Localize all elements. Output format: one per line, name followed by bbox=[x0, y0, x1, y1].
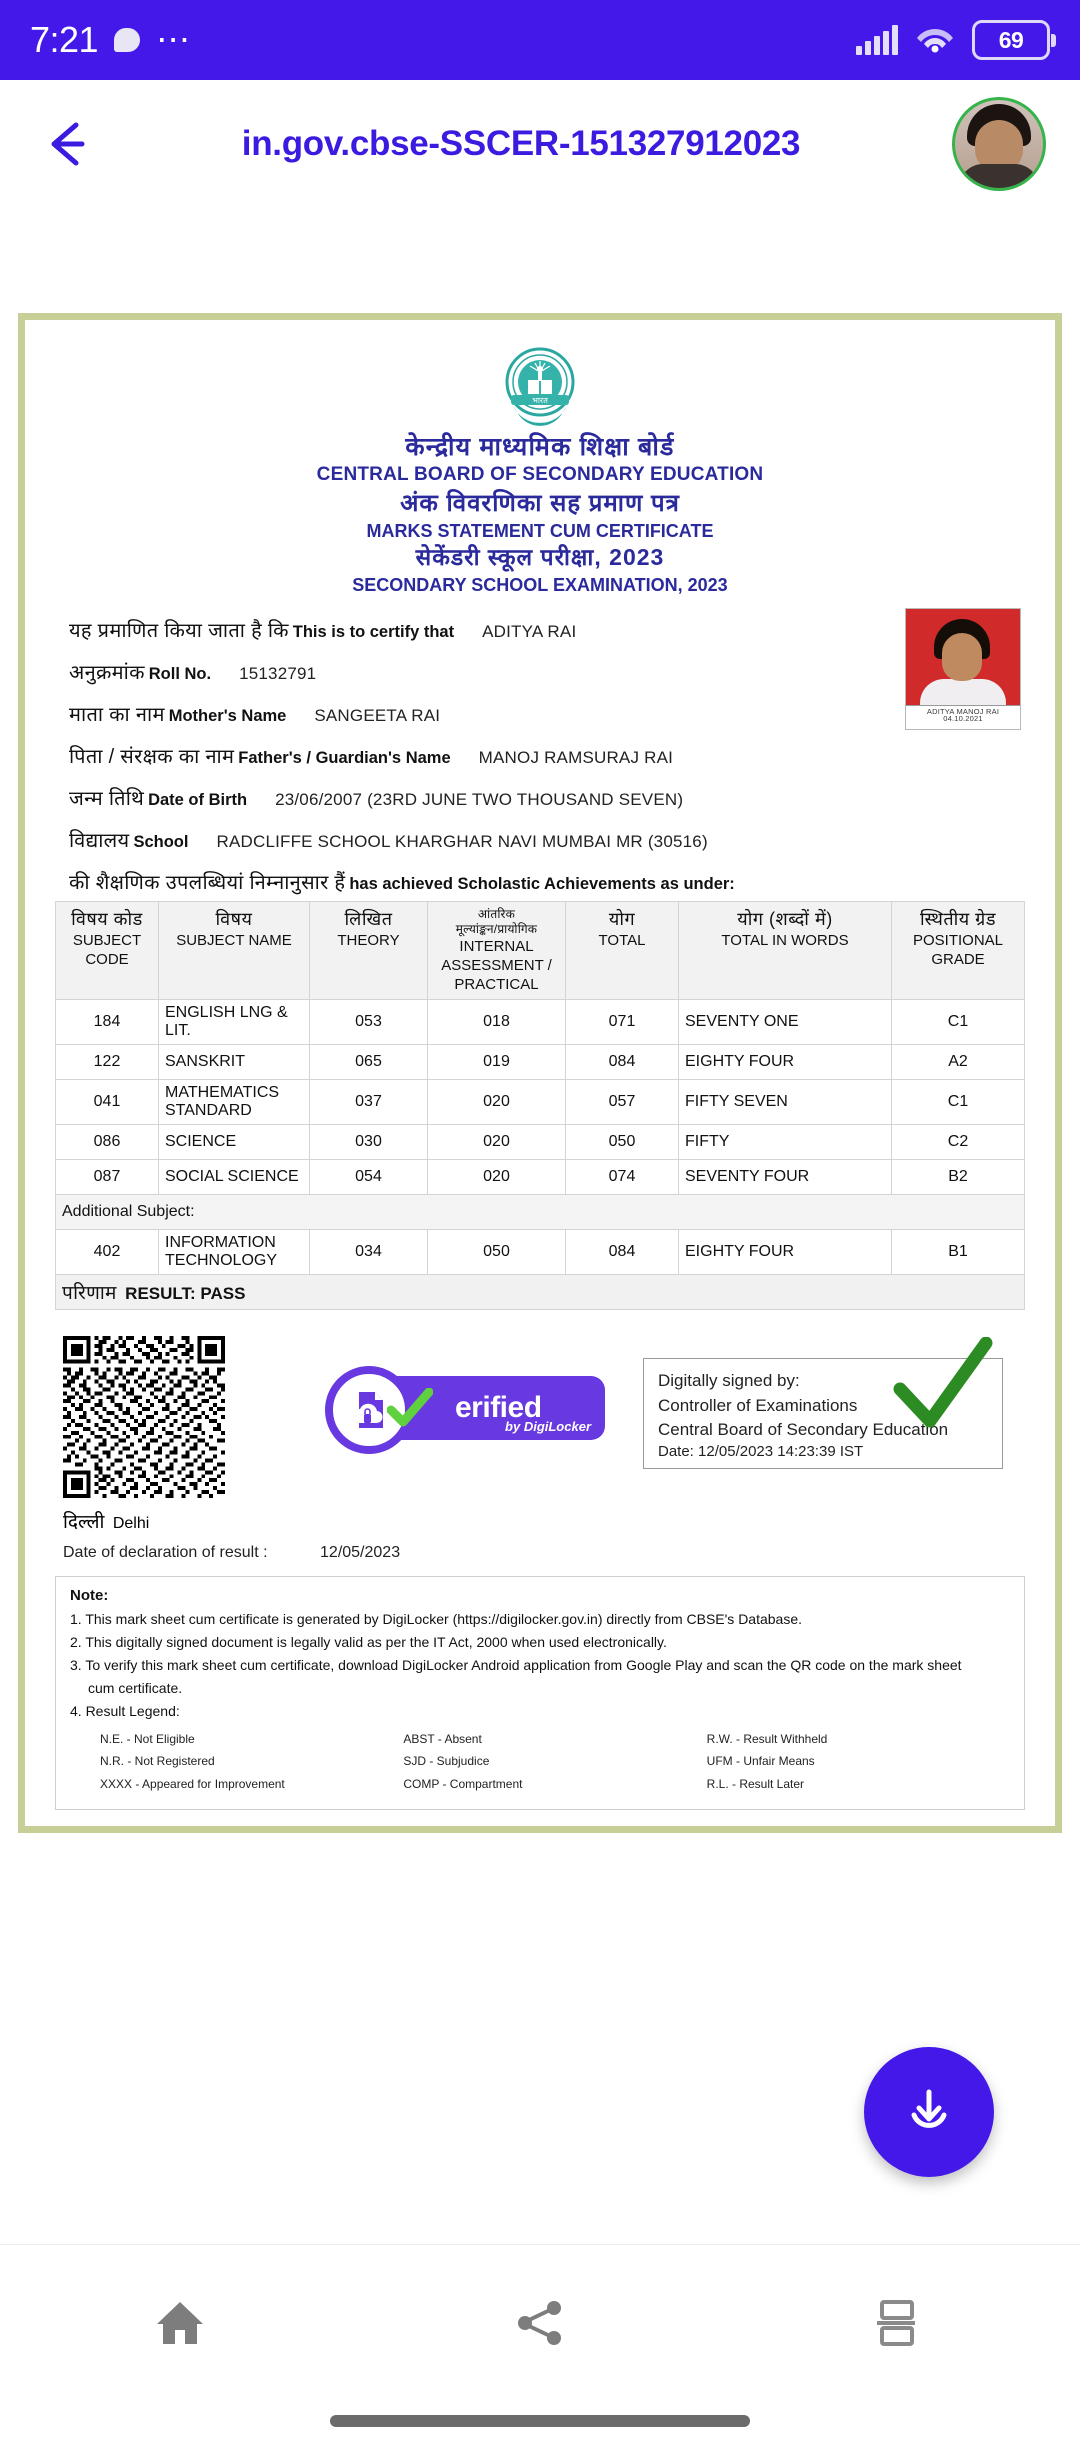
cell-total: 071 bbox=[566, 1000, 679, 1045]
place-hindi: दिल्ली bbox=[63, 1512, 105, 1534]
table-row bbox=[56, 1125, 1025, 1160]
note-item-cont: cum certificate. bbox=[88, 1680, 183, 1697]
detail-value-father-name: MANOJ RAMSURAJ RAI bbox=[478, 747, 674, 767]
nav-home[interactable] bbox=[0, 2294, 360, 2357]
col-positional-grade: स्थितीय ग्रेड POSITIONAL GRADE bbox=[892, 901, 1025, 1000]
cell-code: 122 bbox=[56, 1045, 159, 1080]
legend-entry: COMP - Compartment bbox=[403, 1776, 523, 1791]
digilocker-verified-badge bbox=[325, 1366, 605, 1450]
bottom-navigation bbox=[0, 2244, 1080, 2405]
result-legend bbox=[70, 1728, 1010, 1795]
signature-line-2: Controller of Examinations bbox=[658, 1395, 858, 1415]
cell-code: 402 bbox=[56, 1230, 159, 1275]
table-row bbox=[56, 1160, 1025, 1195]
cell-words: FIFTY SEVEN bbox=[679, 1080, 892, 1125]
avatar-body bbox=[959, 164, 1039, 188]
marks-table-head bbox=[56, 901, 1025, 1000]
cell-theory: 037 bbox=[310, 1080, 428, 1125]
cell-internal: 018 bbox=[428, 1000, 566, 1045]
doc-title-english: MARKS STATEMENT CUM CERTIFICATE bbox=[366, 521, 714, 542]
table-row bbox=[56, 1230, 1025, 1275]
cell-code: 087 bbox=[56, 1160, 159, 1195]
signature-line-3: Central Board of Secondary Education bbox=[658, 1420, 949, 1440]
detail-row-father bbox=[69, 742, 1025, 769]
nav-share[interactable] bbox=[360, 2294, 720, 2357]
doc-title-hindi: अंक विवरणिका सह प्रमाण पत्र bbox=[400, 489, 680, 517]
document-scroll-area[interactable] bbox=[0, 208, 1080, 2244]
exam-name-english: SECONDARY SCHOOL EXAMINATION, 2023 bbox=[352, 575, 728, 596]
cell-total: 050 bbox=[566, 1125, 679, 1160]
additional-subject-label-row bbox=[56, 1195, 1025, 1230]
chat-bubble-icon bbox=[114, 28, 140, 52]
result-label-hindi: परिणाम bbox=[62, 1283, 117, 1305]
cell-grade: C1 bbox=[892, 1080, 1025, 1125]
cell-internal: 020 bbox=[428, 1160, 566, 1195]
col-total-in-words: योग (शब्दों में) TOTAL IN WORDS bbox=[679, 901, 892, 1000]
detail-row-roll-no bbox=[69, 658, 1025, 685]
signature-date-value: 12/05/2023 14:23:39 IST bbox=[698, 1443, 864, 1461]
layout-icon bbox=[871, 2294, 929, 2357]
status-bar-right bbox=[856, 20, 1050, 60]
cell-words: EIGHTY FOUR bbox=[679, 1230, 892, 1275]
cell-code: 184 bbox=[56, 1000, 159, 1045]
detail-label-english: Date of Birth bbox=[148, 790, 248, 809]
gesture-bar[interactable] bbox=[330, 2415, 750, 2427]
nav-layout[interactable] bbox=[720, 2294, 1080, 2357]
col-subject-name: विषय SUBJECT NAME bbox=[159, 901, 310, 1000]
note-item: 3. To verify this mark sheet cum certificate, download DigiLocker Android application from Google Play and scan the QR code on the mark sheet bbox=[70, 1657, 962, 1674]
marks-table-body bbox=[56, 1000, 1025, 1310]
note-item: 4. Result Legend: bbox=[70, 1703, 180, 1720]
detail-label-english: Mother's Name bbox=[168, 706, 287, 725]
col-internal-assessment: आंतरिक मूल्यांङ्कन/प्रायोगिक INTERNAL ASSESSMENT / PRACTICAL bbox=[428, 901, 566, 1000]
legend-entry: R.L. - Result Later bbox=[706, 1776, 805, 1791]
detail-label-english: Father's / Guardian's Name bbox=[238, 748, 451, 767]
detail-label-hindi: पिता / संरक्षक का नाम bbox=[69, 745, 235, 768]
legend-column-3 bbox=[707, 1728, 1010, 1795]
result-status: RESULT: PASS bbox=[125, 1284, 246, 1304]
signal-icon bbox=[856, 25, 898, 55]
status-time: 7:21 bbox=[30, 19, 99, 60]
digital-signature-box bbox=[643, 1358, 1003, 1469]
declaration-line bbox=[55, 1544, 1025, 1562]
cell-internal: 019 bbox=[428, 1045, 566, 1080]
cell-words: EIGHTY FOUR bbox=[679, 1045, 892, 1080]
cell-internal: 020 bbox=[428, 1125, 566, 1160]
verified-check-icon bbox=[387, 1388, 433, 1435]
table-row bbox=[56, 1045, 1025, 1080]
cell-theory: 065 bbox=[310, 1045, 428, 1080]
cell-total: 057 bbox=[566, 1080, 679, 1125]
note-item: 1. This mark sheet cum certificate is generated by DigiLocker (https://digilocker.gov.in) directly from CBSE's Database. bbox=[70, 1611, 803, 1628]
board-name-english: CENTRAL BOARD OF SECONDARY EDUCATION bbox=[316, 464, 764, 486]
cell-theory: 054 bbox=[310, 1160, 428, 1195]
app-bar bbox=[0, 80, 1080, 208]
wifi-icon bbox=[916, 23, 954, 58]
legend-entry: XXXX - Appeared for Improvement bbox=[100, 1776, 285, 1791]
back-arrow-icon[interactable] bbox=[34, 111, 100, 177]
table-row bbox=[56, 1000, 1025, 1045]
cell-words: SEVENTY ONE bbox=[679, 1000, 892, 1045]
cell-grade: A2 bbox=[892, 1045, 1025, 1080]
page-title: in.gov.cbse-SSCER-151327912023 bbox=[241, 124, 801, 163]
photo-caption bbox=[906, 705, 1020, 729]
student-photo bbox=[905, 608, 1021, 730]
detail-label-hindi: विद्यालय bbox=[69, 829, 130, 852]
avatar[interactable] bbox=[952, 97, 1046, 191]
note-title: Note: bbox=[70, 1587, 109, 1605]
table-row bbox=[56, 1080, 1025, 1125]
cell-name: ENGLISH LNG & LIT. bbox=[159, 1000, 310, 1045]
note-item: 2. This digitally signed document is legally valid as per the IT Act, 2000 when used electronically. bbox=[70, 1634, 667, 1651]
detail-label-hindi: अनुक्रमांक bbox=[69, 661, 145, 684]
legend-entry: UFM - Unfair Means bbox=[706, 1754, 815, 1769]
cell-internal: 020 bbox=[428, 1080, 566, 1125]
exam-name-hindi: सेकेंडरी स्कूल परीक्षा, 2023 bbox=[415, 544, 665, 571]
legend-entry: SJD - Subjudice bbox=[403, 1754, 490, 1769]
photo-caption-name: ADITYA MANOJ RAI bbox=[926, 706, 1000, 716]
detail-label-hindi: जन्म तिथि bbox=[69, 787, 145, 810]
cell-grade: C2 bbox=[892, 1125, 1025, 1160]
download-icon bbox=[901, 2082, 957, 2143]
signature-line-1: Digitally signed by: bbox=[658, 1371, 800, 1391]
verified-label: erified bbox=[455, 1391, 542, 1425]
svg-text:भारत: भारत bbox=[532, 396, 548, 405]
detail-label-english: This is to certify that bbox=[292, 622, 455, 641]
signature-check-icon bbox=[886, 1337, 996, 1438]
cell-total: 084 bbox=[566, 1230, 679, 1275]
board-name-hindi: केन्द्रीय माध्यमिक शिक्षा बोर्ड bbox=[405, 433, 675, 461]
cell-theory: 034 bbox=[310, 1230, 428, 1275]
legend-entry: ABST - Absent bbox=[403, 1732, 482, 1747]
cell-grade: B2 bbox=[892, 1160, 1025, 1195]
qr-code[interactable] bbox=[63, 1336, 225, 1498]
photo-face bbox=[942, 633, 982, 681]
table-header-row bbox=[56, 901, 1025, 1000]
cell-internal: 050 bbox=[428, 1230, 566, 1275]
place-line bbox=[55, 1508, 1025, 1534]
more-dots-icon: ⋯ bbox=[156, 21, 193, 59]
cell-grade: C1 bbox=[892, 1000, 1025, 1045]
cell-theory: 030 bbox=[310, 1125, 428, 1160]
signature-date bbox=[658, 1443, 990, 1460]
detail-value-school: RADCLIFFE SCHOOL KHARGHAR NAVI MUMBAI MR (30516) bbox=[216, 831, 708, 851]
detail-row-dob bbox=[69, 784, 1025, 811]
photo-caption-date: 04.10.2021 bbox=[943, 714, 983, 724]
cell-code: 086 bbox=[56, 1125, 159, 1160]
status-bar bbox=[0, 0, 1080, 80]
additional-subject-label: Additional Subject: bbox=[56, 1195, 1025, 1230]
detail-row-school bbox=[69, 826, 1025, 853]
detail-label-hindi: माता का नाम bbox=[69, 703, 165, 726]
certificate-document bbox=[18, 313, 1062, 1833]
detail-value-dob: 23/06/2007 (23RD JUNE TWO THOUSAND SEVEN) bbox=[275, 789, 684, 809]
cell-name: MATHEMATICS STANDARD bbox=[159, 1080, 310, 1125]
share-icon bbox=[511, 2294, 569, 2357]
cell-grade: B1 bbox=[892, 1230, 1025, 1275]
marks-table bbox=[55, 901, 1025, 1311]
col-subject-code: विषय कोड SUBJECT CODE bbox=[56, 901, 159, 1000]
cell-name: SOCIAL SCIENCE bbox=[159, 1160, 310, 1195]
declaration-label: Date of declaration of result : bbox=[63, 1544, 268, 1562]
signature-date-label: Date: bbox=[658, 1443, 694, 1461]
cell-total: 084 bbox=[566, 1045, 679, 1080]
col-total: योग TOTAL bbox=[566, 901, 679, 1000]
declaration-value: 12/05/2023 bbox=[320, 1544, 401, 1562]
achievement-label-english: has achieved Scholastic Achievements as under: bbox=[349, 874, 735, 893]
cell-theory: 053 bbox=[310, 1000, 428, 1045]
achievement-line bbox=[69, 868, 1025, 895]
certificate-header bbox=[55, 342, 1025, 598]
legend-entry: N.E. - Not Eligible bbox=[100, 1732, 195, 1747]
cell-name: INFORMATION TECHNOLOGY bbox=[159, 1230, 310, 1275]
cell-name: SCIENCE bbox=[159, 1125, 310, 1160]
detail-value-mother-name: SANGEETA RAI bbox=[314, 705, 441, 725]
cell-words: SEVENTY FOUR bbox=[679, 1160, 892, 1195]
detail-label-english: School bbox=[133, 832, 189, 851]
home-icon bbox=[151, 2294, 209, 2357]
download-button[interactable] bbox=[864, 2047, 994, 2177]
legend-column-2 bbox=[403, 1728, 706, 1795]
detail-value-student-name: ADITYA RAI bbox=[482, 621, 577, 641]
cell-code: 041 bbox=[56, 1080, 159, 1125]
legend-column-1 bbox=[100, 1728, 403, 1795]
battery-level: 69 bbox=[998, 26, 1024, 53]
detail-label-hindi: यह प्रमाणित किया जाता है कि bbox=[69, 619, 289, 642]
detail-row-mother bbox=[69, 700, 1025, 727]
verified-subtext: by DigiLocker bbox=[505, 1419, 591, 1435]
place-english: Delhi bbox=[112, 1515, 150, 1533]
detail-row-certify bbox=[69, 616, 1025, 643]
result-row bbox=[56, 1275, 1025, 1310]
detail-value-roll-no: 15132791 bbox=[239, 663, 317, 683]
detail-label-english: Roll No. bbox=[148, 664, 212, 683]
cell-words: FIFTY bbox=[679, 1125, 892, 1160]
status-bar-left bbox=[30, 19, 192, 61]
verification-band bbox=[55, 1336, 1025, 1498]
cbse-emblem-icon bbox=[497, 342, 583, 428]
cell-name: SANSKRIT bbox=[159, 1045, 310, 1080]
student-details bbox=[55, 616, 1025, 895]
legend-entry: N.R. - Not Registered bbox=[100, 1754, 215, 1769]
col-theory: लिखित THEORY bbox=[310, 901, 428, 1000]
note-box bbox=[55, 1576, 1025, 1810]
legend-entry: R.W. - Result Withheld bbox=[706, 1732, 828, 1747]
battery-icon bbox=[972, 20, 1050, 60]
cell-total: 074 bbox=[566, 1160, 679, 1195]
achievement-label-hindi: की शैक्षणिक उपलब्धियां निम्नानुसार हैं bbox=[69, 871, 346, 894]
